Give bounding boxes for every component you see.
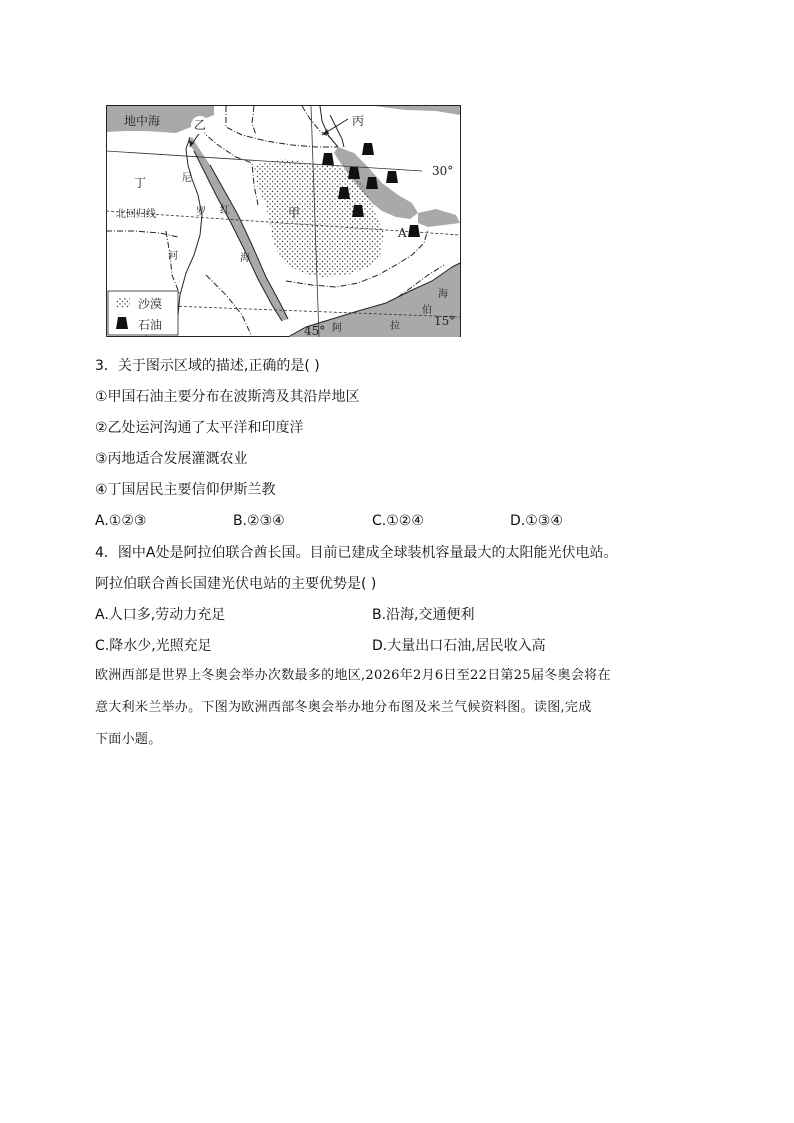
q3-item-1: ①甲国石油主要分布在波斯湾及其沿岸地区 bbox=[95, 389, 360, 405]
label-tropic: 北回归线 bbox=[116, 209, 156, 220]
q4-option-c: C.降水少,光照充足 bbox=[95, 638, 212, 654]
label-arabian-3: 伯 bbox=[422, 305, 432, 316]
q3-item-3: ③丙地适合发展灌溉农业 bbox=[95, 451, 248, 467]
oil-icon bbox=[348, 167, 360, 179]
label-red-2: 海 bbox=[240, 253, 250, 264]
label-red-1: 红 bbox=[220, 205, 230, 216]
oil-icon bbox=[362, 143, 374, 155]
oil-icon bbox=[408, 225, 420, 237]
oil-icon bbox=[352, 205, 364, 217]
oil-icon bbox=[386, 171, 398, 183]
label-bing: 丙 bbox=[352, 114, 365, 128]
oil-icon bbox=[338, 187, 350, 199]
q4-option-a: A.人口多,劳动力充足 bbox=[95, 607, 226, 623]
label-yi: 乙 bbox=[194, 118, 207, 132]
legend-oil-label: 石油 bbox=[138, 318, 163, 332]
q3-option-a: A.①②③ bbox=[95, 513, 147, 529]
oil-icon bbox=[366, 177, 378, 189]
q4-option-d: D.大量出口石油,居民收入高 bbox=[372, 638, 546, 654]
q3-item-4: ④丁国居民主要信仰伊斯兰教 bbox=[95, 482, 276, 498]
legend-desert-label: 沙漠 bbox=[138, 297, 163, 311]
oil-icon bbox=[322, 153, 334, 165]
label-nile-2: 罗 bbox=[196, 207, 206, 218]
label-arabian-2: 拉 bbox=[390, 321, 400, 332]
label-nile-3: 河 bbox=[168, 251, 178, 262]
label-mediterranean: 地中海 bbox=[124, 114, 161, 128]
q3-option-d: D.①③④ bbox=[510, 513, 563, 529]
label-nile-1: 尼 bbox=[182, 173, 192, 184]
q4-option-b: B.沿海,交通便利 bbox=[372, 607, 475, 623]
desert-legend-swatch bbox=[116, 298, 130, 308]
passage-line-3: 下面小题。 bbox=[95, 732, 162, 747]
label-lat-30: 30° bbox=[432, 164, 454, 178]
q4-stem-line2: 阿拉伯联合酋长国建光伏电站的主要优势是( ) bbox=[95, 576, 377, 592]
label-arabian-1: 阿 bbox=[332, 323, 342, 334]
passage-line-2: 意大利米兰举办。下图为欧洲西部冬奥会举办地分布图及米兰气候资料图。读图,完成 bbox=[95, 700, 592, 715]
q3-option-c: C.①②④ bbox=[372, 513, 424, 529]
label-ding: 丁 bbox=[134, 176, 147, 190]
q3-option-b: B.②③④ bbox=[233, 513, 285, 529]
passage-line-1: 欧洲西部是世界上冬奥会举办次数最多的地区,2026年2月6日至22日第25届冬奥会将在 bbox=[95, 668, 611, 683]
oil-legend-icon bbox=[116, 317, 128, 329]
q3-item-2: ②乙处运河沟通了太平洋和印度洋 bbox=[95, 420, 304, 436]
label-jia: 甲 bbox=[288, 206, 301, 220]
label-lon-45: 45° bbox=[304, 324, 326, 337]
q4-stem-line1: 4．图中A处是阿拉伯联合酋长国。目前已建成全球装机容量最大的太阳能光伏电站。 bbox=[95, 545, 618, 561]
label-a: A bbox=[398, 226, 407, 240]
label-arabian-4: 海 bbox=[438, 289, 448, 300]
q3-stem: 3．关于图示区域的描述,正确的是( ) bbox=[95, 358, 320, 374]
region-map bbox=[106, 105, 461, 337]
label-lat-15: 15° bbox=[434, 314, 456, 328]
